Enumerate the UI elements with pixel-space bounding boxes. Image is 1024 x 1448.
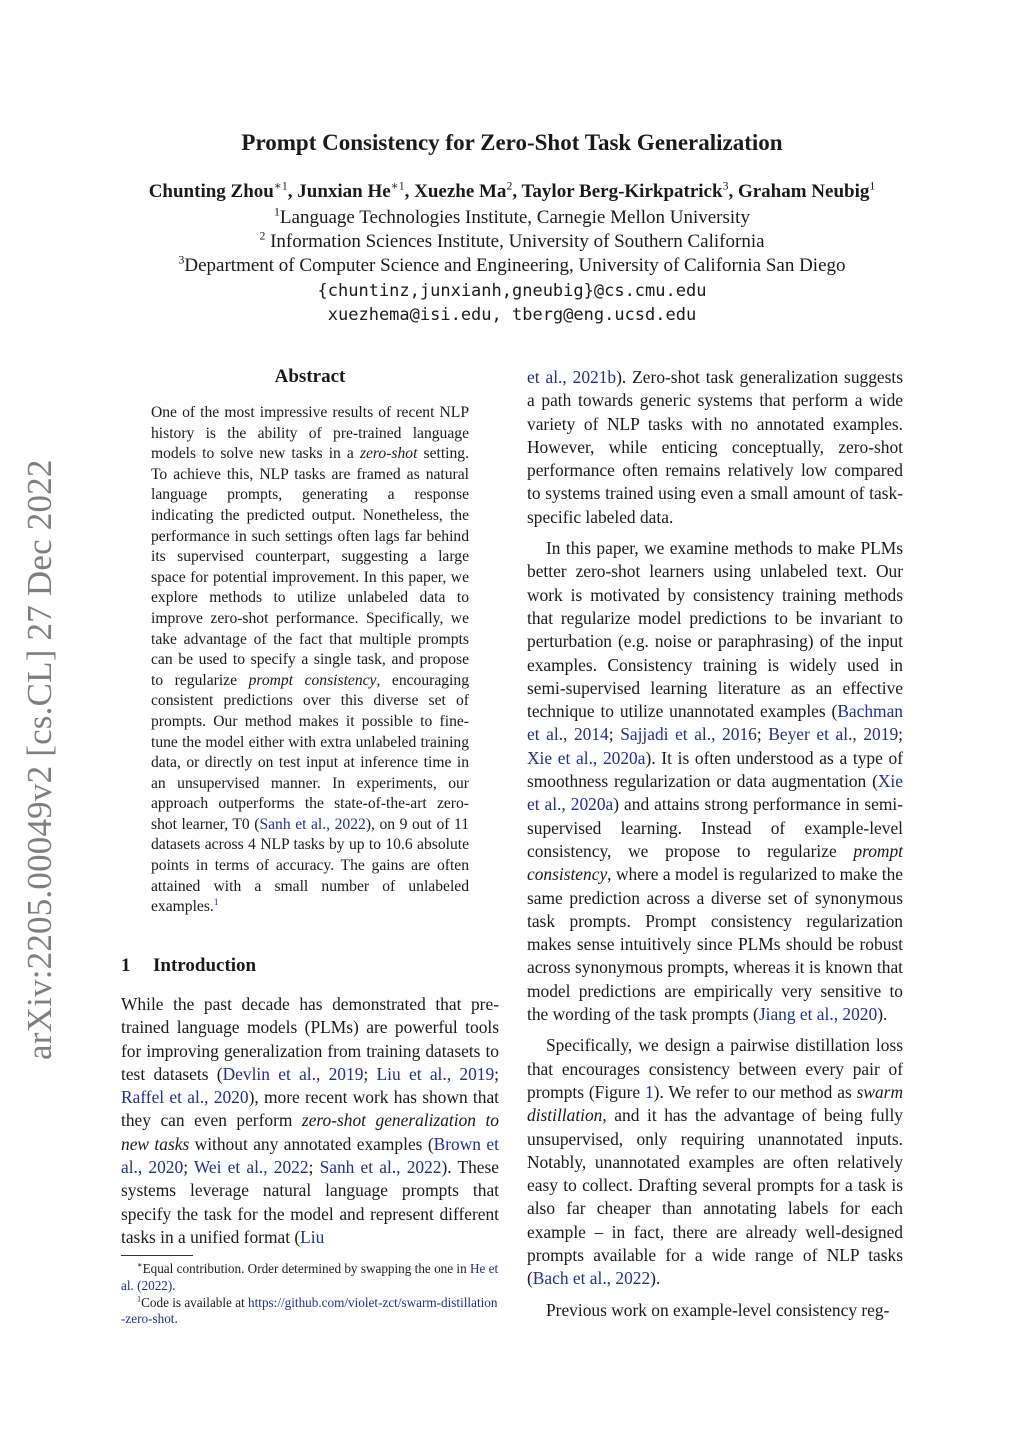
abstract-text: , encouraging consistent predictions over this diverse set of prompts. Our method makes it possible to fine-tune the model either with extra unlabeled training data, or directly on test input at inference time in an unsupervised manner. In experiments, our approach outperforms the state-of-the-art zero-shot learner, T0 ( <box>151 671 469 833</box>
author-affil-mark: ∗1 <box>273 179 288 193</box>
citation-link[interactable]: He et al. (2022) <box>121 1261 499 1293</box>
abstract-emphasis: zero-shot <box>359 445 418 463</box>
author-name: , Taylor Berg-Kirkpatrick <box>512 181 723 202</box>
body-text: ; <box>608 724 621 745</box>
body-paragraph <box>527 366 903 529</box>
body-text: ). <box>650 1268 661 1289</box>
footnote-mark: ∗ <box>137 1260 143 1270</box>
body-text: ). Zero-shot task generalization suggests a path towards generic systems that perform a wide variety of NLP tasks with no annotated examples. However, while enticing conceptually, zero-shot performance often remains relatively low compared to systems trained using even a small amount of task-specific labeled data. <box>527 367 904 527</box>
paper-title: Prompt Consistency for Zero-Shot Task Generalization <box>241 130 783 155</box>
body-text: While the past decade has demonstrated that pretrained language models (PLMs) are powerful tools for improving generalization from training datasets to test datasets ( <box>121 994 499 1084</box>
body-text: ; <box>898 724 903 745</box>
citation-link[interactable]: Sanh et al., 2022 <box>319 1157 442 1178</box>
citation-link[interactable]: Bachman et al., 2014 <box>527 701 903 745</box>
right-column <box>527 366 903 1322</box>
body-emphasis: swarm distillation <box>527 1081 903 1126</box>
citation-link[interactable]: Bach et al., 2022 <box>532 1268 651 1289</box>
author-name: , Graham Neubig <box>728 181 870 202</box>
body-text: ). These systems leverage natural language prompts that specify the task for the model and represent different tasks in a unified format ( <box>121 1157 500 1247</box>
citation-link[interactable]: et al., 2021b <box>527 367 617 387</box>
body-text: In this paper, we examine methods to make PLMs better zero-shot learners using unlabeled text. Our work is motivated by consistency training methods that regularize model predictions to be invariant to perturbation (e.g. noise or paraphrasing) of the input examples. Consistency training is widely used in semi-supervised learning literature as an effective technique to utilize unannotated examples ( <box>527 538 903 722</box>
section-heading <box>121 955 256 977</box>
body-paragraph <box>527 1299 903 1322</box>
citation-link[interactable]: Raffel et al., 2020 <box>121 1087 249 1108</box>
citation-link[interactable]: Devlin et al., 2019 <box>222 1063 364 1084</box>
author-affil-mark: ∗1 <box>390 179 405 193</box>
affiliation-text: Department of Computer Science and Engineering, University of California San Diego <box>184 255 846 276</box>
affiliation-text: Language Technologies Institute, Carnegie Mellon University <box>279 207 750 228</box>
author-affil-mark: 1 <box>869 179 876 193</box>
affiliation <box>0 231 1024 253</box>
affiliation <box>0 207 1024 229</box>
author-email: xuezhema@isi.edu, tberg@eng.ucsd.edu <box>327 305 697 325</box>
abstract-emphasis: prompt consistency <box>248 671 377 689</box>
citation-link[interactable]: Brown et al., 2020 <box>121 1133 499 1178</box>
footnote-divider <box>121 1255 193 1256</box>
body-text: without any annotated examples ( <box>189 1133 434 1154</box>
footnote-text: . <box>172 1277 176 1293</box>
author-email: {chuntinz,junxianh,gneubig}@cs.cmu.edu <box>317 281 707 301</box>
author-name: , Xuezhe Ma <box>404 181 507 202</box>
footnote <box>121 1261 499 1295</box>
code-url-link[interactable]: https://github.com/violet-zct/swarm-distillation-zero-shot <box>121 1294 498 1327</box>
body-text: ; <box>756 724 769 745</box>
body-text: ). It is often understood as a type of smoothness regularization or data augmentation ( <box>527 747 904 792</box>
footnote <box>121 1295 499 1329</box>
body-text: , and it has the advantage of being fully unsupervised, only requiring unannotated inputs. Notably, unannotated examples are often relatively easy to collect. Drafting several prompts for a task is also far cheaper than annotating labels for each example – in fact, there are already well-designed prompts available for a wide range of NLP tasks ( <box>527 1105 903 1289</box>
citation-link[interactable]: Beyer et al., 2019 <box>768 724 899 745</box>
arxiv-identifier: arXiv:2205.00049v2 [cs.CL] 27 Dec 2022 <box>20 459 59 1060</box>
body-text: ; <box>308 1157 320 1178</box>
citation-link[interactable]: Sajjadi et al., 2016 <box>620 724 757 745</box>
citation-link[interactable]: Jiang et al., 2020 <box>758 1004 878 1025</box>
author-name: Chunting Zhou <box>148 181 274 202</box>
section-title: Introduction <box>153 955 257 976</box>
footnotes <box>121 1261 499 1328</box>
body-text: ) and attains strong performance in semi-supervised learning. Instead of example-level consistency, we propose to regularize <box>527 794 903 861</box>
citation-link[interactable]: Xie et al., 2020a <box>527 771 903 815</box>
author-list <box>0 181 1024 203</box>
body-text: ). <box>877 1004 888 1025</box>
body-paragraph <box>527 1034 903 1290</box>
body-text: ; <box>494 1063 500 1084</box>
body-text: ; <box>363 1063 377 1084</box>
citation-link[interactable]: Wei et al., 2022 <box>193 1157 309 1178</box>
author-name: , Junxian He <box>287 181 391 202</box>
affiliation-text: Information Sciences Institute, University of Southern California <box>265 231 765 252</box>
footnote-mark: 1 <box>137 1294 142 1304</box>
citation-link[interactable]: Xie et al., 2020a <box>527 747 646 768</box>
footnote-ref[interactable]: 1 <box>213 897 219 909</box>
section-number: 1 <box>121 955 131 976</box>
body-text: ), more recent work has shown that they can even perform <box>121 1087 499 1131</box>
intro-paragraph <box>121 993 499 1249</box>
body-paragraph <box>527 537 903 1026</box>
body-text: , where a model is regularized to make the same prediction across a diverse set of synonymous task prompts. Prompt consistency regularization makes sense intuitively since PLMs should be robust across synonymous prompts, whereas it is known that model predictions are empirically very sensitive to the wording of the task prompts ( <box>527 864 903 1025</box>
body-text: Specifically, we design a pairwise distillation loss that encourages consistency between every pair of prompts (Figure <box>527 1035 903 1102</box>
citation-link[interactable]: Sanh et al., 2022 <box>259 815 366 833</box>
citation-link[interactable]: Liu <box>300 1226 325 1247</box>
body-text: Previous work on example-level consistency reg- <box>546 1299 890 1320</box>
abstract-body <box>151 403 469 918</box>
author-affil-mark: 2 <box>506 179 513 193</box>
abstract-text: One of the most impressive results of recent NLP history is the ability of pre-trained language models to solve new tasks in a <box>151 404 469 463</box>
figure-ref-link[interactable]: 1 <box>644 1081 654 1102</box>
footnote-text: Code is available at <box>141 1294 249 1310</box>
affiliation-mark: 2 <box>259 229 266 243</box>
affiliation <box>0 255 1024 277</box>
footnote-text: . <box>174 1311 178 1327</box>
affiliation-mark: 3 <box>178 253 185 267</box>
abstract-heading: Abstract <box>274 366 346 387</box>
body-emphasis: zero-shot generalization to new tasks <box>121 1110 500 1154</box>
abstract-text: setting. To achieve this, NLP tasks are framed as natural language prompts, generating a response indicating the predicted output. Nonetheless, the performance in such settings often lags far behind its supervised counterpart, suggesting a large space for potential improvement. In this paper, we explore methods to utilize unlabeled data to improve zero-shot performance. Specifically, we take advantage of the fact that multiple prompts can be used to specify a single task, and propose to regularize <box>151 445 469 689</box>
citation-link[interactable]: Liu et al., 2019 <box>376 1063 495 1084</box>
abstract-text: ), on 9 out of 11 datasets across 4 NLP tasks by up to 10.6 absolute points in terms of accuracy. The gains are often attained with a small number of unlabeled examples. <box>151 815 470 916</box>
body-text: ; <box>183 1157 194 1178</box>
author-affil-mark: 3 <box>722 179 729 193</box>
body-emphasis: prompt consistency <box>527 840 903 885</box>
footnote-text: Equal contribution. Order determined by swapping the one in <box>142 1261 470 1276</box>
affiliation-mark: 1 <box>274 205 280 219</box>
body-text: ). We refer to our method as <box>653 1081 857 1102</box>
